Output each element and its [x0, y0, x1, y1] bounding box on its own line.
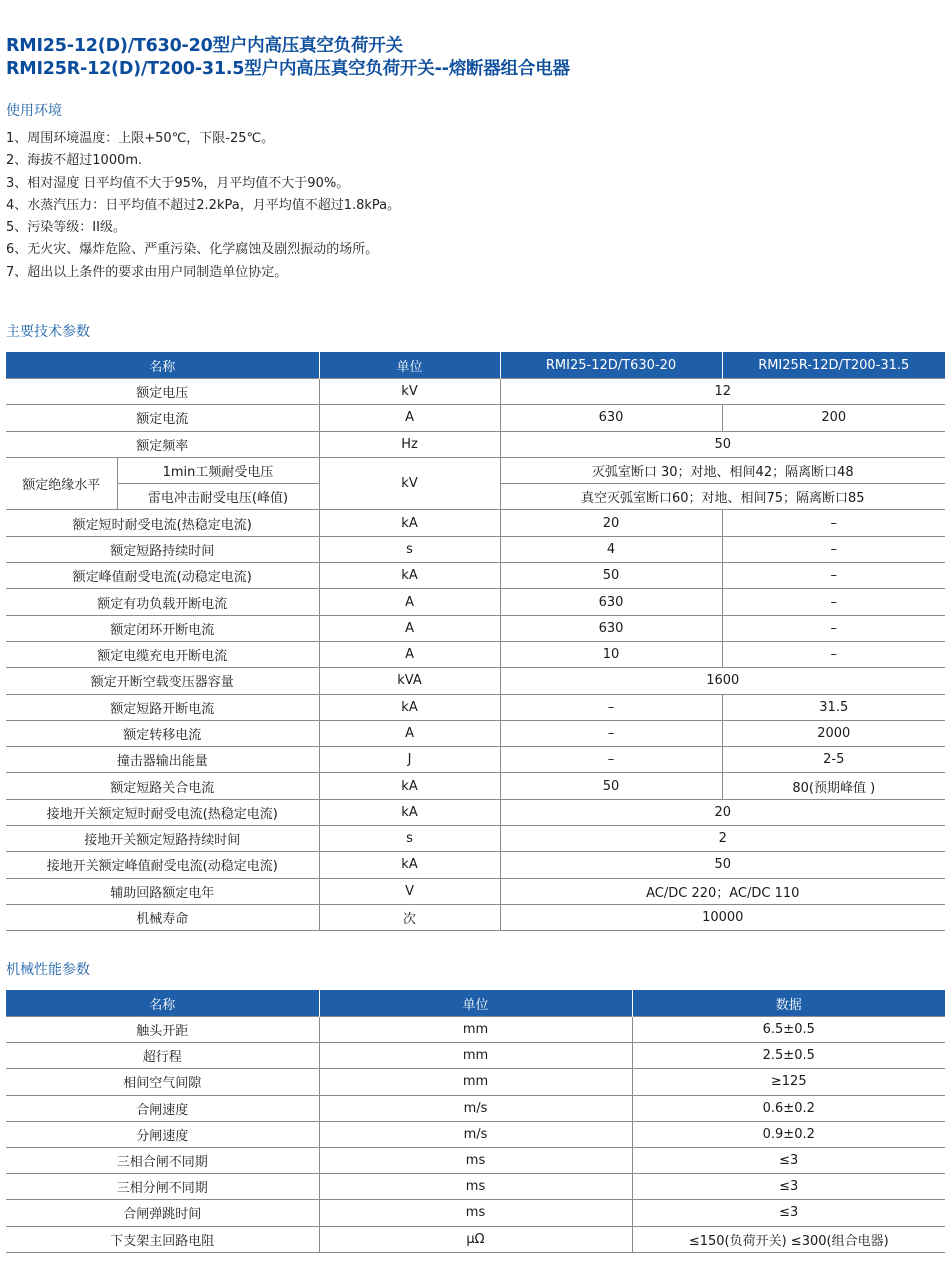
row-value: ≤3: [632, 1174, 945, 1200]
table-row: [6, 615, 945, 641]
table-header-row: [6, 352, 945, 379]
row-value: 0.9±0.2: [632, 1121, 945, 1147]
row-sub-name: 雷电冲击耐受电压(峰值): [117, 484, 319, 510]
table-row: [6, 878, 945, 904]
environment-heading: 使用环境: [6, 103, 62, 119]
row-value-model-b: –: [722, 615, 945, 641]
column-header-model-a: RMI25-12D/T630-20: [500, 352, 722, 379]
row-name: 辅助回路额定电年: [6, 878, 319, 904]
table-row: [6, 826, 945, 852]
row-unit: A: [319, 405, 500, 431]
row-name: 额定短路关合电流: [6, 773, 319, 799]
row-unit: ms: [319, 1147, 632, 1173]
row-unit: mm: [319, 1069, 632, 1095]
row-value: 灭弧室断口 30；对地、相间42；隔离断口48: [500, 457, 945, 483]
row-name: 额定有功负载开断电流: [6, 589, 319, 615]
table-row: [6, 852, 945, 878]
row-value: 0.6±0.2: [632, 1095, 945, 1121]
row-value: 真空灭弧室断口60；对地、相间75；隔离断口85: [500, 484, 945, 510]
table-row: [6, 1069, 945, 1095]
row-name: 额定开断空载变压器容量: [6, 668, 319, 694]
mech-params-table: [6, 990, 945, 1253]
row-unit: mm: [319, 1043, 632, 1069]
row-value: ≤3: [632, 1147, 945, 1173]
row-value: ≤150(负荷开关) ≤300(组合电器): [632, 1226, 945, 1252]
column-header-unit: 单位: [319, 352, 500, 379]
row-name: 额定闭环开断电流: [6, 615, 319, 641]
row-value-model-a: –: [500, 720, 722, 746]
row-name: 分闸速度: [6, 1121, 319, 1147]
row-value-model-b: 2-5: [722, 747, 945, 773]
row-value-model-b: 200: [722, 405, 945, 431]
environment-item: 2、海拔不超过1000m.: [6, 153, 143, 169]
table-row: [6, 1121, 945, 1147]
row-unit: J: [319, 747, 500, 773]
tech-params-heading: 主要技术参数: [6, 324, 90, 340]
row-value-model-b: 80(预期峰值 ): [722, 773, 945, 799]
row-unit: V: [319, 878, 500, 904]
table-row: [6, 1095, 945, 1121]
row-name: 额定短时耐受电流(热稳定电流): [6, 510, 319, 536]
row-name: 撞击器输出能量: [6, 747, 319, 773]
row-value: ≤3: [632, 1200, 945, 1226]
row-name: 额定电压: [6, 379, 319, 405]
row-value-model-a: –: [500, 694, 722, 720]
table-header-row: [6, 990, 945, 1017]
table-row: [6, 1226, 945, 1252]
page-title-2: RMI25R-12(D)/T200-31.5型户内高压真空负荷开关--熔断器组合电器: [6, 59, 570, 79]
table-row: [6, 1174, 945, 1200]
row-value: 50: [500, 852, 945, 878]
row-value-model-b: –: [722, 563, 945, 589]
row-group-name: 额定绝缘水平: [6, 457, 117, 510]
row-unit: s: [319, 826, 500, 852]
row-unit: A: [319, 589, 500, 615]
row-value-model-a: –: [500, 747, 722, 773]
row-name: 额定峰值耐受电流(动稳定电流): [6, 563, 319, 589]
row-unit: Hz: [319, 431, 500, 457]
row-name: 触头开距: [6, 1017, 319, 1043]
row-name: 额定转移电流: [6, 720, 319, 746]
row-name: 三相合闸不同期: [6, 1147, 319, 1173]
row-value: 2: [500, 826, 945, 852]
table-row: [6, 589, 945, 615]
row-name: 机械寿命: [6, 904, 319, 930]
row-unit: ms: [319, 1174, 632, 1200]
row-unit: ms: [319, 1200, 632, 1226]
row-value: ≥125: [632, 1069, 945, 1095]
row-unit: kA: [319, 563, 500, 589]
table-row: [6, 379, 945, 405]
row-name: 接地开关额定峰值耐受电流(动稳定电流): [6, 852, 319, 878]
row-value: 10000: [500, 904, 945, 930]
page-title-1: RMI25-12(D)/T630-20型户内高压真空负荷开关: [6, 36, 403, 56]
row-name: 接地开关额定短路持续时间: [6, 826, 319, 852]
table-row: [6, 904, 945, 930]
row-value: 20: [500, 799, 945, 825]
row-value-model-b: –: [722, 641, 945, 667]
row-unit: m/s: [319, 1095, 632, 1121]
row-value-model-a: 630: [500, 405, 722, 431]
row-value: 2.5±0.5: [632, 1043, 945, 1069]
table-row: [6, 510, 945, 536]
environment-item: 1、周围环境温度：上限+50℃，下限-25℃。: [6, 131, 275, 146]
row-value: 1600: [500, 668, 945, 694]
row-unit: kV: [319, 379, 500, 405]
row-unit: kV: [319, 457, 500, 510]
environment-item: 5、污染等级：II级。: [6, 220, 126, 236]
table-row: [6, 405, 945, 431]
row-value-model-a: 50: [500, 563, 722, 589]
column-header-model-b: RMI25R-12D/T200-31.5: [722, 352, 945, 379]
row-name: 相间空气间隙: [6, 1069, 319, 1095]
row-value: 6.5±0.5: [632, 1017, 945, 1043]
row-name: 超行程: [6, 1043, 319, 1069]
table-row: [6, 773, 945, 799]
row-value-model-b: –: [722, 510, 945, 536]
row-value: 12: [500, 379, 945, 405]
row-name: 额定电流: [6, 405, 319, 431]
column-header-data: 数据: [632, 990, 945, 1017]
column-header-name: 名称: [6, 990, 319, 1017]
environment-item: 3、相对湿度 日平均值不大于95%，月平均值不大于90%。: [6, 175, 350, 191]
row-unit: A: [319, 720, 500, 746]
table-row: [6, 641, 945, 667]
row-name: 接地开关额定短时耐受电流(热稳定电流): [6, 799, 319, 825]
row-unit: s: [319, 536, 500, 562]
row-unit: kA: [319, 510, 500, 536]
row-name: 额定频率: [6, 431, 319, 457]
environment-item: 4、水蒸汽压力：日平均值不超过2.2kPa，月平均值不超过1.8kPa。: [6, 197, 401, 213]
row-name: 额定短路开断电流: [6, 694, 319, 720]
row-name: 额定短路持续时间: [6, 536, 319, 562]
row-unit: kA: [319, 694, 500, 720]
table-row: [6, 1147, 945, 1173]
table-row: [6, 720, 945, 746]
table-row: [6, 747, 945, 773]
row-value-model-b: 31.5: [722, 694, 945, 720]
row-value-model-a: 630: [500, 615, 722, 641]
row-name: 合闸弹跳时间: [6, 1200, 319, 1226]
row-value-model-a: 10: [500, 641, 722, 667]
row-unit: kA: [319, 799, 500, 825]
table-row: [6, 457, 945, 483]
row-unit: kA: [319, 852, 500, 878]
environment-list: [6, 128, 400, 284]
row-value: 50: [500, 431, 945, 457]
row-unit: 次: [319, 904, 500, 930]
table-row: [6, 668, 945, 694]
row-value-model-a: 20: [500, 510, 722, 536]
row-unit: mm: [319, 1017, 632, 1043]
row-name: 下支架主回路电阻: [6, 1226, 319, 1252]
table-row: [6, 1017, 945, 1043]
row-value-model-b: 2000: [722, 720, 945, 746]
row-unit: kVA: [319, 668, 500, 694]
table-row: [6, 431, 945, 457]
row-name: 合闸速度: [6, 1095, 319, 1121]
mech-params-heading: 机械性能参数: [6, 962, 90, 978]
row-unit: kA: [319, 773, 500, 799]
row-value-model-b: –: [722, 589, 945, 615]
row-unit: μΩ: [319, 1226, 632, 1252]
environment-item: 6、无火灾、爆炸危险、严重污染、化学腐蚀及剧烈振动的场所。: [6, 242, 379, 258]
column-header-unit: 单位: [319, 990, 632, 1017]
row-value-model-b: –: [722, 536, 945, 562]
row-value-model-a: 50: [500, 773, 722, 799]
row-value-model-a: 630: [500, 589, 722, 615]
row-name: 三相分闸不同期: [6, 1174, 319, 1200]
table-row: [6, 563, 945, 589]
table-row: [6, 1200, 945, 1226]
row-unit: A: [319, 641, 500, 667]
tech-params-table: [6, 352, 945, 931]
table-row: [6, 1043, 945, 1069]
environment-item: 7、超出以上条件的要求由用户同制造单位协定。: [6, 264, 288, 280]
table-row: [6, 694, 945, 720]
row-sub-name: 1min工频耐受电压: [117, 457, 319, 483]
row-unit: m/s: [319, 1121, 632, 1147]
table-row: [6, 799, 945, 825]
table-row: [6, 536, 945, 562]
row-unit: A: [319, 615, 500, 641]
row-name: 额定电缆充电开断电流: [6, 641, 319, 667]
row-value: AC/DC 220；AC/DC 110: [500, 878, 945, 904]
column-header-name: 名称: [6, 352, 319, 379]
row-value-model-a: 4: [500, 536, 722, 562]
